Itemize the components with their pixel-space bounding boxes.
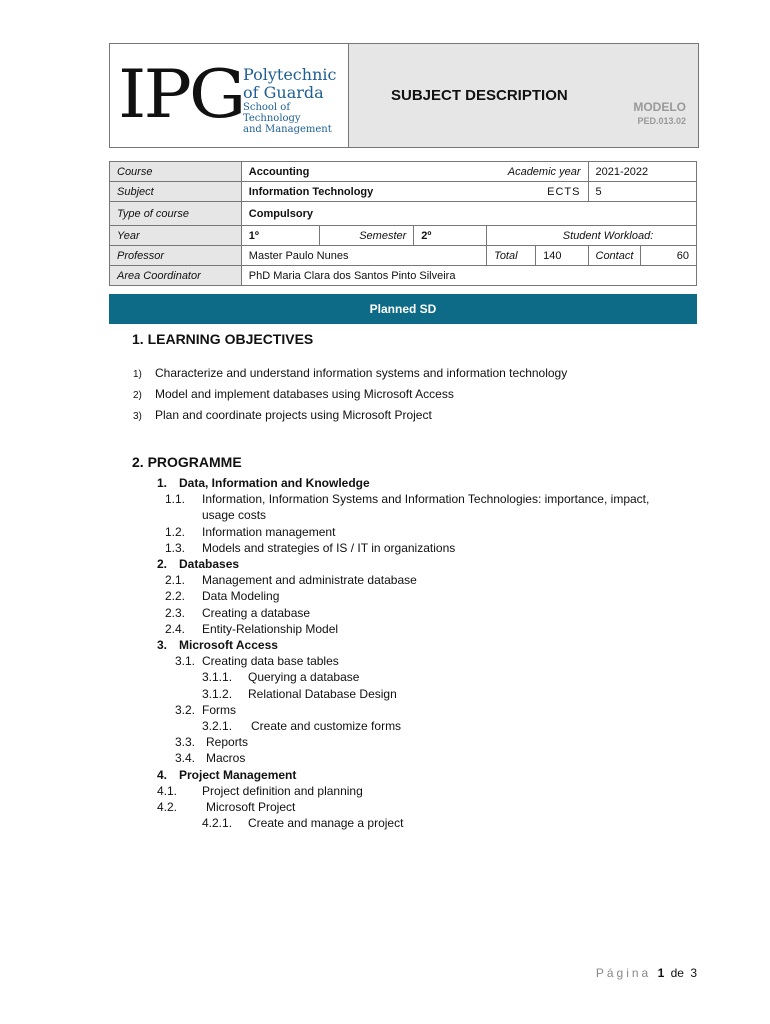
programme-item-text: Project definition and planning — [202, 783, 363, 798]
programme-item-number: 3.1. — [175, 654, 196, 669]
objective-text: Characterize and understand information systems and information technology — [155, 366, 568, 380]
programme-item-number: 1.3. — [165, 540, 186, 555]
coordinator-label: Area Coordinator — [110, 266, 242, 286]
page-footer — [596, 966, 697, 980]
contact-label: Contact — [588, 246, 641, 266]
title-cell — [349, 44, 698, 147]
objective-item — [133, 387, 454, 401]
programme-item-number: 2.2. — [165, 589, 186, 604]
programme-item-number: 3.3. — [175, 735, 196, 750]
programme-item-number: 1. — [157, 476, 168, 490]
subject-label: Subject — [110, 182, 242, 202]
programme-item-text: Data, Information and Knowledge — [179, 476, 370, 490]
academic-year-label: Academic year — [414, 162, 588, 182]
objective-item — [133, 408, 432, 422]
programme-item-text: Creating data base tables — [202, 654, 339, 669]
objective-number: 1) — [133, 369, 142, 380]
workload-label: Student Workload: — [487, 226, 697, 246]
logo-line-1: Polytechnic — [243, 65, 337, 84]
semester-value: 2º — [414, 226, 487, 246]
programme-item-text: Create and manage a project — [248, 816, 404, 831]
programme-item-number: 1.1. — [165, 492, 186, 507]
programme-item-text: Data Modeling — [202, 589, 280, 604]
programme-item-text: Reports — [206, 735, 249, 750]
course-value: Accounting — [241, 162, 414, 182]
programme-item-text: Information, Information Systems and Information Technologies: importance, impact, — [202, 492, 650, 507]
programme-item-number: 2.1. — [165, 573, 186, 588]
year-label: Year — [110, 226, 242, 246]
programme-item-number: 3.4. — [175, 751, 196, 766]
course-label: Course — [110, 162, 242, 182]
logo-line-3: School of Technology — [243, 102, 301, 124]
subject-value: Information Technology — [241, 182, 414, 202]
programme-item-number: 4.2.1. — [202, 816, 233, 831]
professor-value: Master Paulo Nunes — [241, 246, 486, 266]
programme-item-number: 4. — [157, 767, 168, 782]
type-value: Compulsory — [241, 202, 696, 226]
document-header — [109, 43, 699, 148]
programme-item-number: 4.2. — [157, 800, 178, 814]
institution-logo — [110, 44, 349, 147]
programme-item-text: usage costs — [202, 508, 267, 523]
objective-text: Plan and coordinate projects using Microsoft Project — [155, 408, 432, 422]
form-code: PED.013.02 — [637, 116, 686, 126]
programme-item-text: Create and customize forms — [251, 719, 402, 733]
ects-label: ECTS — [414, 182, 588, 202]
programme-item-text: Entity-Relationship Model — [202, 621, 339, 636]
total-label: Total — [487, 246, 536, 266]
programme-item-text: Macros — [206, 751, 246, 766]
semester-label: Semester — [320, 226, 414, 246]
programme-item-number: 2.4. — [165, 621, 186, 636]
ects-value: 5 — [588, 182, 697, 202]
programme-item-text: Project Management — [179, 767, 297, 782]
programme-item-text: Information management — [202, 524, 336, 539]
planned-sd-banner: Planned SD — [109, 294, 697, 324]
programme-item-number: 2. — [157, 557, 168, 571]
logo-line-2: of Guarda — [243, 83, 324, 102]
programme-item-number: 3.1.1. — [202, 670, 233, 685]
year-value: 1º — [241, 226, 319, 246]
logo-text — [243, 66, 348, 135]
programme-item-text: Microsoft Project — [206, 800, 296, 814]
programme-item-number: 3.2.1. — [202, 719, 233, 733]
programme-heading: 2. PROGRAMME — [132, 454, 242, 470]
programme-item-text: Databases — [179, 557, 240, 571]
programme-item-text: Management and administrate database — [202, 573, 417, 588]
logo-line-4: and Management — [243, 124, 332, 135]
programme-item-text: Microsoft Access — [179, 638, 278, 652]
objective-number: 2) — [133, 390, 142, 401]
modelo-label: MODELO — [633, 100, 686, 114]
programme-item-number: 3.2. — [175, 702, 196, 717]
professor-label: Professor — [110, 246, 242, 266]
objective-number: 3) — [133, 411, 142, 422]
programme-item-text: Forms — [202, 702, 236, 717]
programme-item-number: 3. — [157, 638, 168, 652]
type-label: Type of course — [110, 202, 242, 226]
programme-item-text: Creating a database — [202, 605, 311, 620]
total-pages: 3 — [690, 966, 697, 980]
page-word: Página — [595, 966, 652, 980]
programme-item-text: Models and strategies of IS / IT in organizations — [202, 540, 456, 555]
contact-value: 60 — [641, 246, 697, 266]
programme-item-number: 1.2. — [165, 524, 186, 539]
objective-item — [133, 366, 567, 380]
academic-year-value: 2021-2022 — [588, 162, 697, 182]
programme-item-number: 2.3. — [165, 605, 186, 620]
page-number: 1 — [657, 966, 665, 980]
programme-item-number: 3.1.2. — [202, 686, 233, 701]
learning-objectives-heading: 1. LEARNING OBJECTIVES — [132, 331, 314, 347]
programme-item-text: Querying a database — [248, 670, 360, 685]
programme-item-text: Relational Database Design — [248, 686, 397, 701]
of-word: de — [670, 966, 684, 980]
logo-mark: IPG — [118, 55, 244, 133]
total-value: 140 — [536, 246, 588, 266]
objective-text: Model and implement databases using Microsoft Access — [155, 387, 454, 401]
coordinator-value: PhD Maria Clara dos Santos Pinto Silveira — [241, 266, 696, 286]
subject-info-table — [109, 161, 697, 286]
document-title: SUBJECT DESCRIPTION — [391, 87, 568, 104]
programme-item-number: 4.1. — [157, 783, 178, 798]
